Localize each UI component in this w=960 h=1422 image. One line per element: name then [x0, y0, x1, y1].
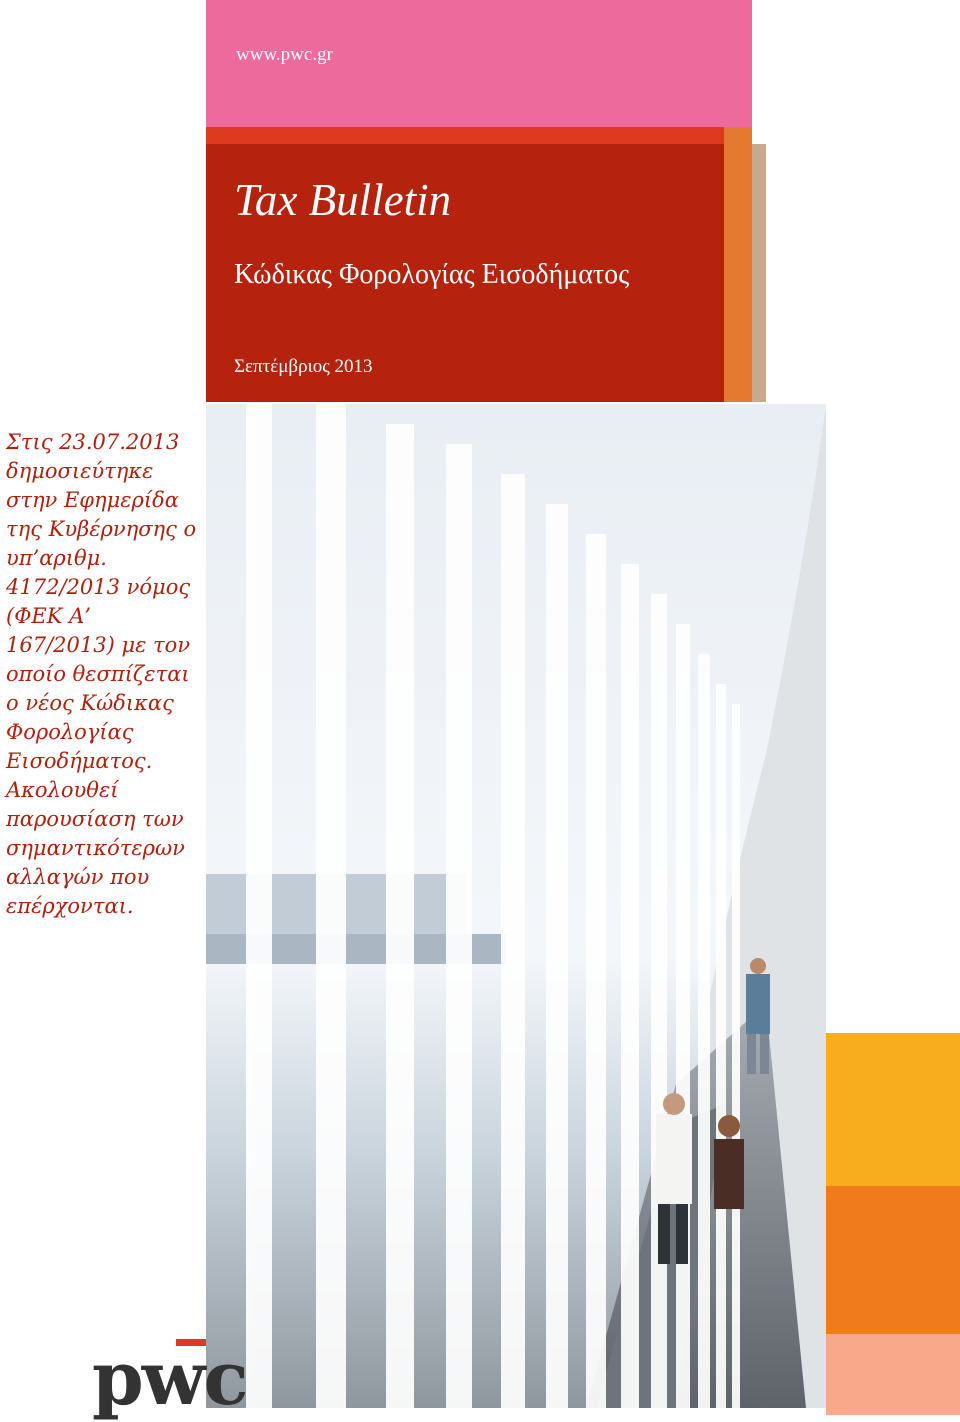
website-url[interactable]: www.pwc.gr [236, 44, 333, 65]
document-title: Tax Bulletin [234, 175, 452, 225]
decorative-orange-block [826, 1186, 960, 1334]
pwc-logo: pwc [92, 1336, 247, 1422]
decorative-peach-block [826, 1334, 960, 1415]
decorative-orange-bar [724, 127, 752, 402]
decorative-yellow-block [826, 1033, 960, 1186]
publication-date: Σεπτέμβριος 2013 [234, 356, 373, 377]
decorative-tan-bar [752, 144, 766, 402]
cover-photo [206, 404, 826, 1408]
decorative-red-stripe [206, 127, 724, 144]
intro-paragraph: Στις 23.07.2013 δημοσιεύτηκε στην Εφημερίδα της Κυβέρνησης ο υπ’αριθμ. 4172/2013 νόμος (ΦΕΚ Α’ 167/2013) με τον οποίο θεσπίζεται ο νέος Κώδικας Φορολογίας Εισοδήματος. Ακολουθεί παρουσίαση των σημαντικότερων αλλαγών που επέρχονται. [6, 430, 197, 918]
document-subtitle: Κώδικας Φορολογίας Εισοδήματος [234, 259, 630, 290]
